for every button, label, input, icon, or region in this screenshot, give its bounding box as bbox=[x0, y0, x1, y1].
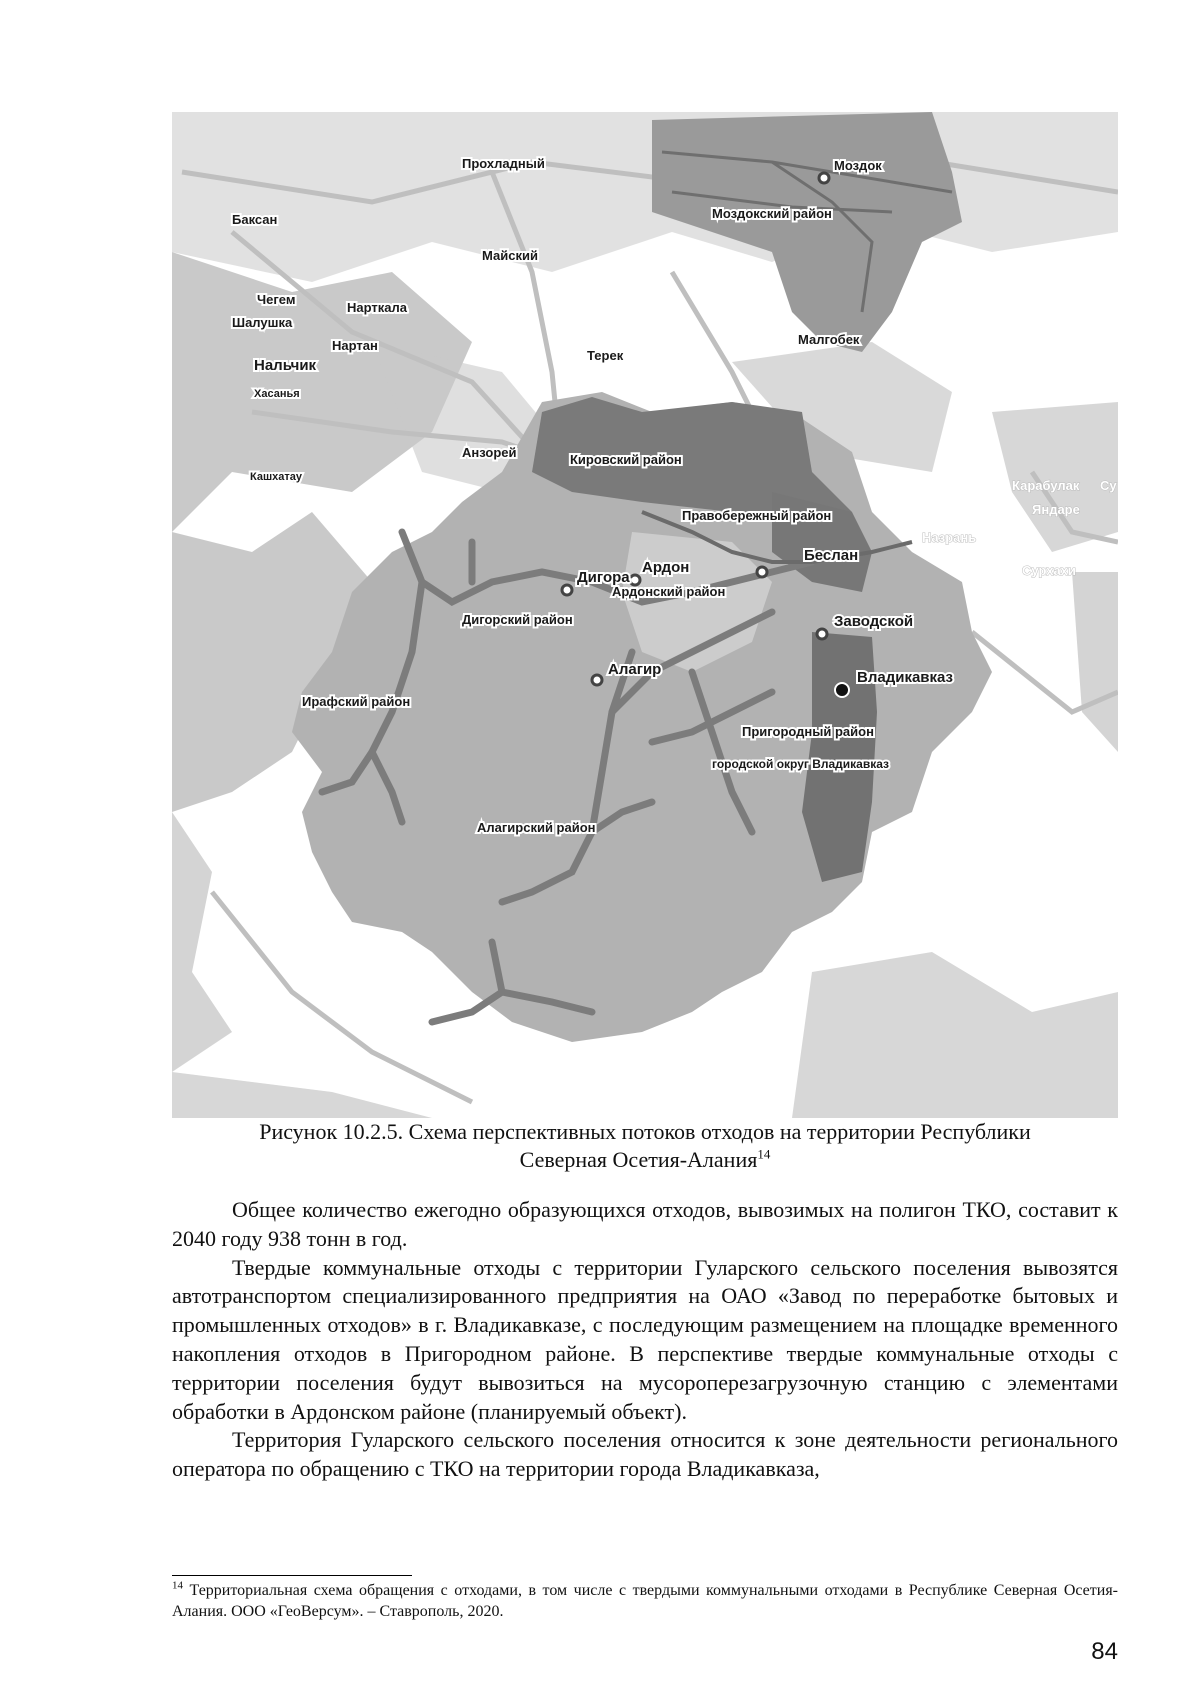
paragraph-3: Территория Гуларского сельского поселения относится к зоне деятельности регионального оператора по обращению с ТКО на территории города Владикавказа, bbox=[172, 1427, 1118, 1482]
label-baksan: Баксан bbox=[232, 212, 278, 227]
footnote-divider bbox=[172, 1575, 412, 1576]
figure-caption bbox=[172, 1118, 1118, 1174]
caption-line-2 bbox=[172, 1146, 1118, 1174]
caption-footnote-ref[interactable]: 14 bbox=[757, 1146, 771, 1162]
label-yandare: Яндаре bbox=[1032, 502, 1080, 517]
label-digorsky: Дигорский район bbox=[462, 612, 573, 627]
waste-flow-map bbox=[172, 112, 1118, 1118]
label-city-district: городской округ Владикавказ bbox=[712, 757, 890, 771]
label-malgobek: Малгобек bbox=[798, 332, 860, 347]
label-anzorey: Анзорей bbox=[462, 445, 517, 460]
label-ardon: Ардон bbox=[642, 559, 690, 576]
label-kashkhatau: Кашхатау bbox=[250, 471, 302, 483]
label-pravoberezhny: Правобережный район bbox=[682, 508, 832, 523]
caption-line-2-text: Северная Осетия-Алания bbox=[519, 1147, 758, 1172]
label-digora: Дигора bbox=[577, 569, 630, 586]
footnote bbox=[172, 1580, 1118, 1622]
footnote-number: 14 bbox=[172, 1579, 183, 1592]
page-number: 84 bbox=[1091, 1638, 1118, 1665]
footnote-text: Территориальная схема обращения с отходами, в том числе с твердыми коммунальными отходами в Республике Северная Осетия-Алания. ООО «ГеоВерсум». – Ставрополь, 2020. bbox=[172, 1582, 1119, 1620]
label-nazran: Назрань bbox=[922, 530, 977, 545]
label-surkhakhi: Сурхахи bbox=[1022, 563, 1076, 578]
label-alagirsky: Алагирский район bbox=[477, 820, 596, 835]
label-chegem: Чегем bbox=[257, 292, 296, 307]
body-text bbox=[172, 1196, 1118, 1484]
label-sunzha: Су bbox=[1100, 478, 1117, 493]
label-karabulak: Карабулак bbox=[1012, 478, 1080, 493]
label-nalchik: Нальчик bbox=[254, 357, 317, 374]
label-alagir: Алагир bbox=[608, 661, 662, 678]
label-nartan: Нартан bbox=[332, 338, 378, 353]
caption-line-1: Рисунок 10.2.5. Схема перспективных потоков отходов на территории Республики bbox=[259, 1119, 1031, 1144]
label-maysky: Майский bbox=[482, 248, 538, 263]
label-irafsky: Ирафский район bbox=[302, 694, 411, 709]
label-ardonsky: Ардонский район bbox=[612, 584, 726, 599]
label-vladikavkaz: Владикавказ bbox=[857, 669, 954, 686]
label-zavodskoy: Заводской bbox=[834, 613, 914, 630]
label-shalushka: Шалушка bbox=[232, 315, 293, 330]
label-prokhladny: Прохладный bbox=[462, 156, 545, 171]
label-terek: Терек bbox=[587, 348, 624, 363]
label-khasanya: Хасанья bbox=[254, 388, 300, 400]
label-prigorodny: Пригородный район bbox=[742, 724, 874, 739]
label-mozdok: Моздок bbox=[834, 158, 882, 173]
label-mozdok-district: Моздокский район bbox=[712, 206, 832, 221]
paragraph-1: Общее количество ежегодно образующихся отходов, вывозимых на полигон ТКО, составит к 2040 году 938 тонн в год. bbox=[172, 1197, 1118, 1251]
label-kirovsky: Кировский район bbox=[570, 452, 682, 467]
paragraph-2: Твердые коммунальные отходы с территории Гуларского сельского поселения вывозятся автотранспортом специализированного предприятия на ОАО «Завод по переработке бытовых и промышленных отходов» в г. Владикавказе, с последующим размещением на площадке временного накопления отходов в Пригородном районе. В перспективе твердые коммунальные отходы с территории поселения будут вывозиться на мусороперезагрузочную станцию с элементами обработки в Ардонском районе (планируемый объект). bbox=[172, 1254, 1118, 1424]
label-beslan: Беслан bbox=[804, 547, 859, 564]
label-nartkala: Нарткала bbox=[347, 300, 407, 315]
